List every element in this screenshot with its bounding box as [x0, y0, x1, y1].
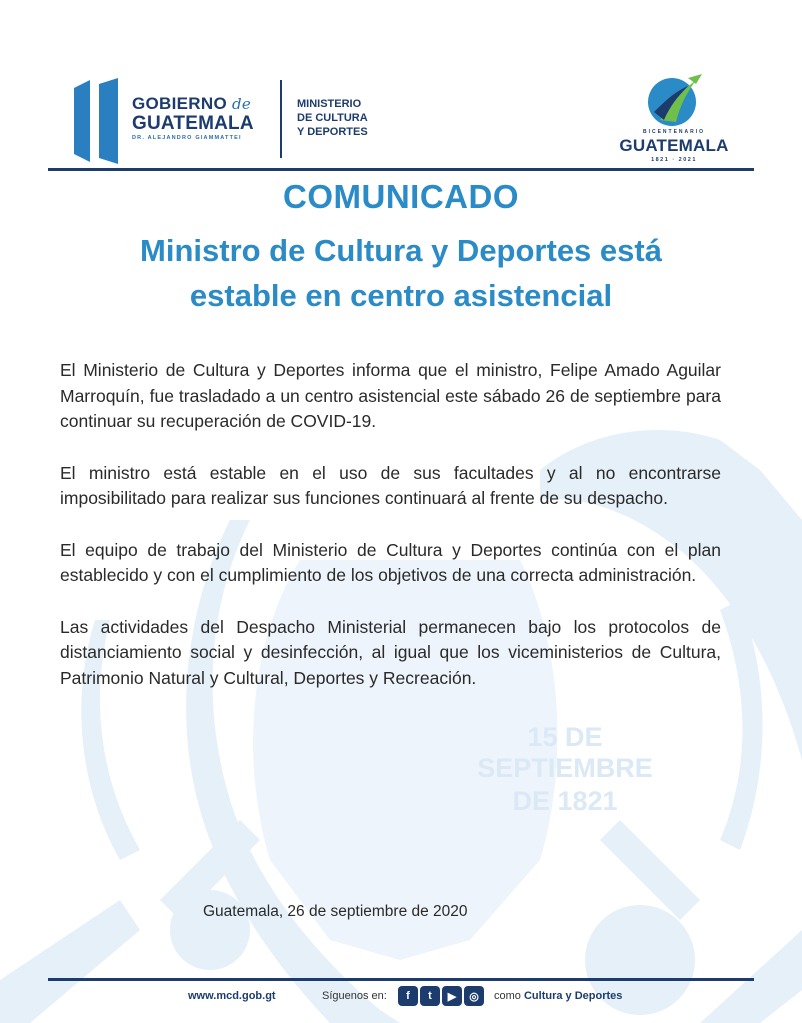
letterhead [0, 0, 802, 172]
header-divider [280, 80, 282, 158]
bottom-rule [48, 978, 754, 981]
handle-name: Cultura y Deportes [523, 990, 623, 1002]
quetzal-emblem-icon [640, 72, 708, 128]
watermark-text-line3: DE 1821 [512, 786, 618, 816]
watermark-text-line1: 15 DE [527, 722, 603, 752]
footer [0, 986, 802, 1020]
bicentenario-guatemala: GUATEMALA [619, 136, 729, 155]
place-and-date: Guatemala, 26 de septiembre de 2020 [203, 903, 468, 920]
bicentenario-years: 1821 · 2021 [651, 157, 697, 163]
flag-bars-icon [72, 78, 126, 164]
gobierno-wordmark: GOBIERNO de [132, 94, 252, 113]
paragraph: El Ministerio de Cultura y Deportes informa que el ministro, Felipe Amado Aguilar Marroquín, fue trasladado a un centro asistencial este sábado 26 de septiembre para continuar su recuperación de COVID-19. [60, 360, 721, 431]
page-subtitle: Ministro de Cultura y Deportes está estable en centro asistencial [140, 233, 662, 313]
top-rule [48, 168, 754, 171]
follow-label: Síguenos en: [322, 990, 387, 1002]
handle-label: como Cultura y Deportes [494, 990, 623, 1002]
press-release-body [60, 358, 721, 717]
facebook-icon[interactable]: f [398, 986, 418, 1006]
bicentenario-logo [614, 72, 734, 166]
guatemala-wordmark: GUATEMALA [132, 113, 254, 134]
page-title: COMUNICADO [283, 178, 519, 215]
instagram-icon[interactable]: ◎ [464, 986, 484, 1006]
paragraph: El ministro está estable en el uso de sus facultades y al no encontrarse imposibilitado para realizar sus funciones continuará al frente de su despacho. [60, 462, 721, 508]
social-icons [398, 986, 484, 1006]
youtube-icon[interactable]: ▶ [442, 986, 462, 1006]
paragraph: El equipo de trabajo del Ministerio de Cultura y Deportes continúa con el plan establecido y con el cumplimiento de los objetivos de una correcta administración. [60, 539, 721, 585]
paragraph: Las actividades del Despacho Ministerial permanecen bajo los protocolos de distanciamiento social y desinfección, al igual que los viceministerios de Cultura, Patrimonio Natural y Cultural, Deportes y Recreación. [60, 616, 721, 688]
president-name: DR. ALEJANDRO GIAMMATTEI [132, 135, 242, 141]
bicentenario-label: BICENTENARIO [642, 129, 706, 135]
twitter-icon[interactable]: t [420, 986, 440, 1006]
watermark-text-line2: SEPTIEMBRE [477, 753, 653, 783]
website-link[interactable]: www.mcd.gob.gt [188, 990, 276, 1002]
ministry-name: MINISTERIO DE CULTURA Y DEPORTES [297, 98, 368, 138]
gobierno-logo [72, 78, 282, 164]
